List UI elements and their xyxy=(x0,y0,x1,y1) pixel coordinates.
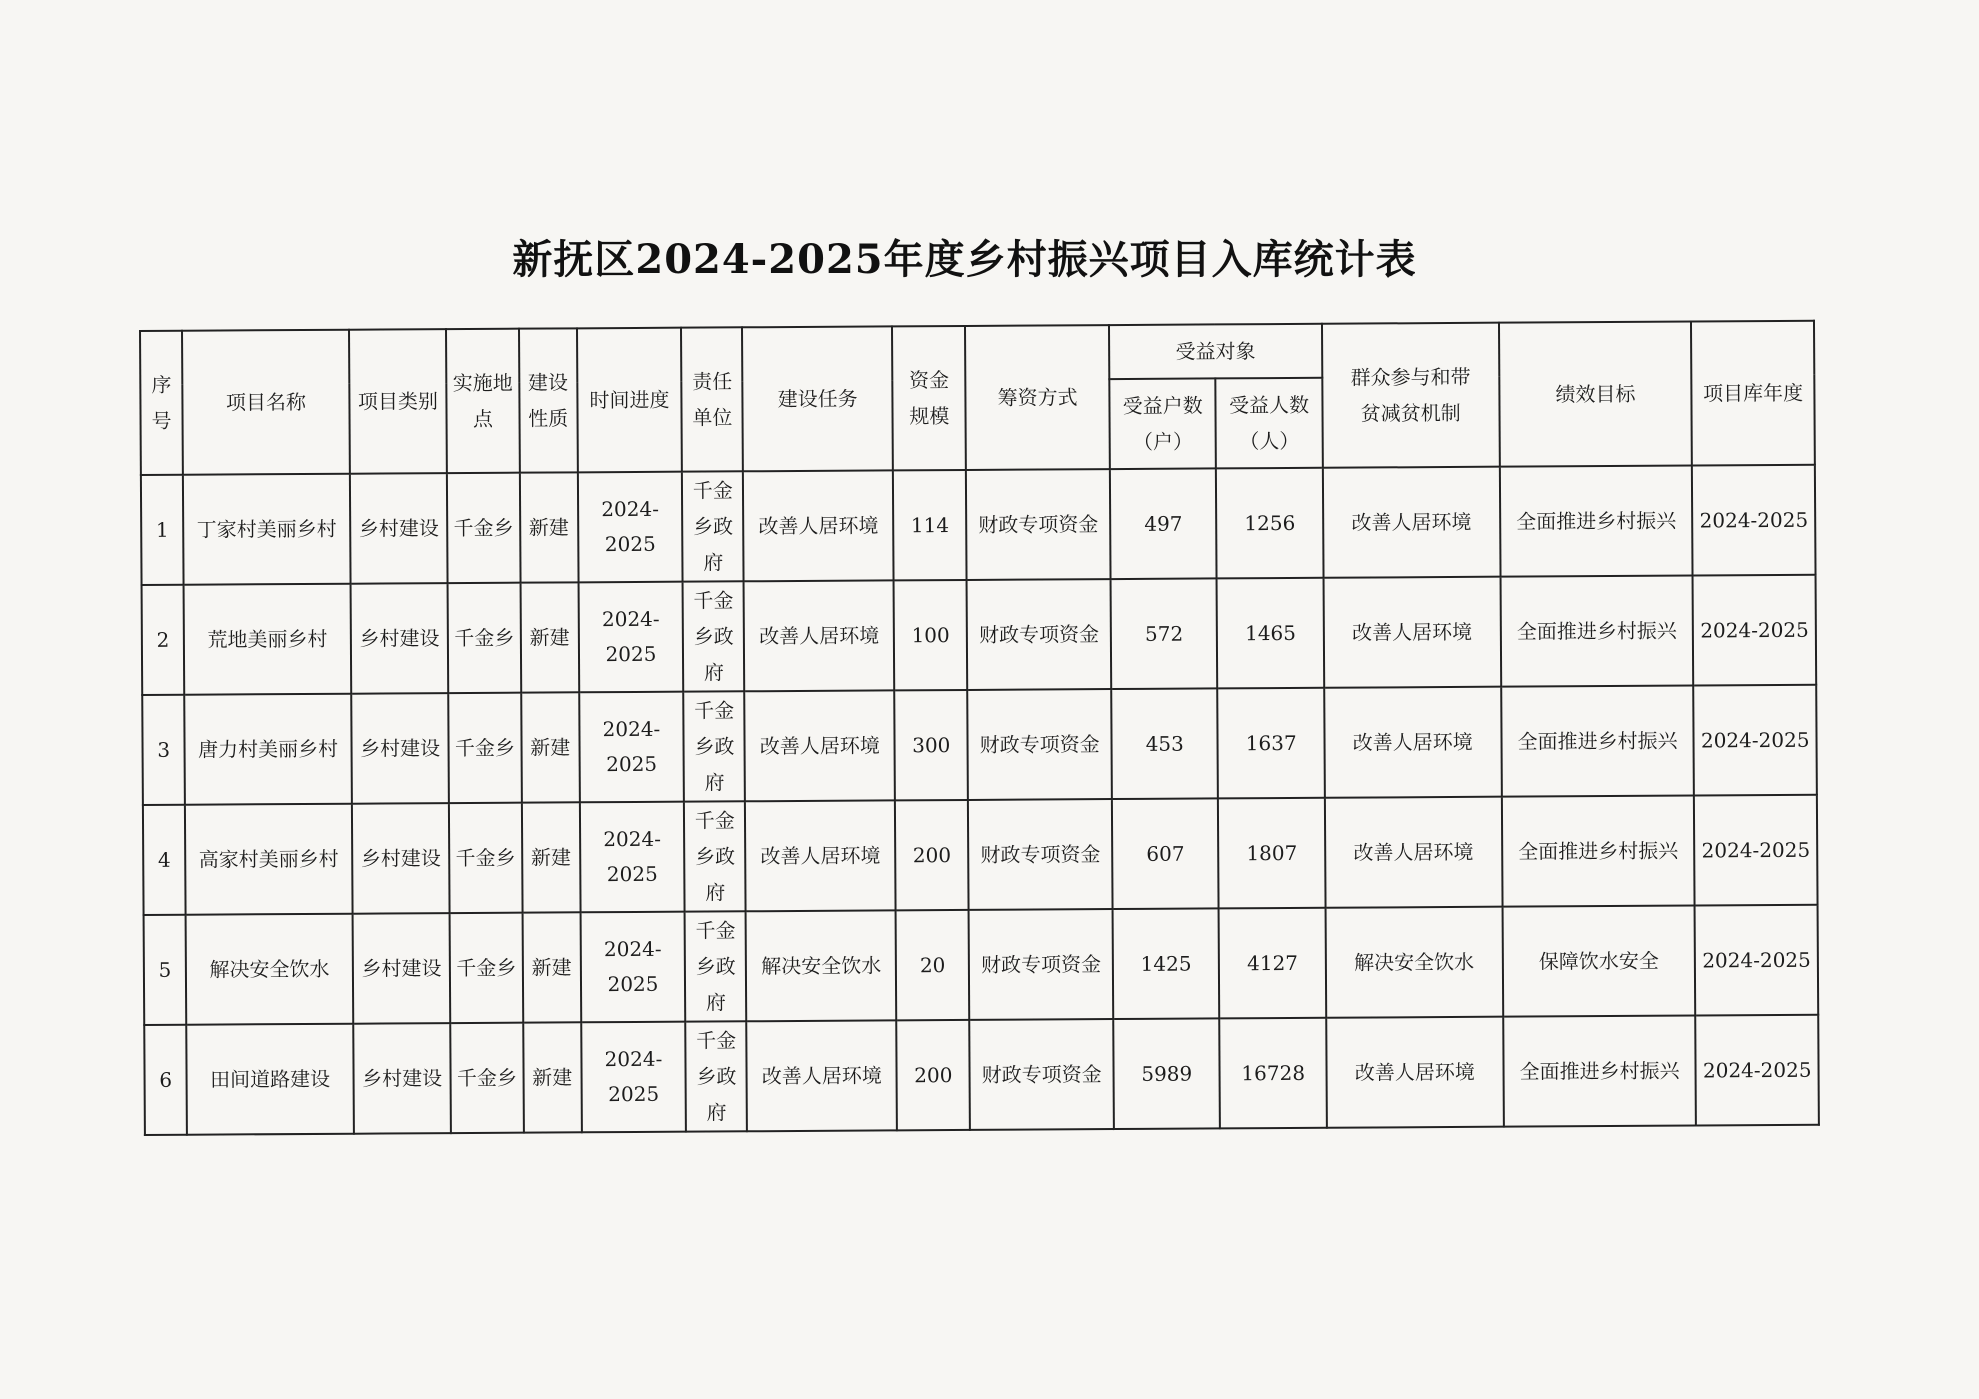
header-nature: 建设性质 xyxy=(519,328,578,472)
cell-seq: 1 xyxy=(141,475,184,585)
cell-goal: 全面推进乡村振兴 xyxy=(1501,686,1694,797)
cell-schedule: 2024-2025 xyxy=(578,472,683,583)
header-seq: 序号 xyxy=(140,331,183,475)
cell-task: 改善人居环境 xyxy=(744,580,894,691)
table-row xyxy=(144,1015,1819,1135)
cell-category: 乡村建设 xyxy=(352,803,450,914)
cell-goal: 保障饮水安全 xyxy=(1502,906,1695,1017)
cell-people: 1256 xyxy=(1216,468,1323,579)
header-year: 项目库年度 xyxy=(1691,321,1814,466)
table-row xyxy=(142,685,1817,805)
cell-task: 改善人居环境 xyxy=(747,1020,897,1131)
cell-nature: 新建 xyxy=(523,1022,582,1132)
cell-households: 572 xyxy=(1111,578,1218,689)
cell-schedule: 2024-2025 xyxy=(580,912,685,1023)
cell-nature: 新建 xyxy=(519,472,578,582)
header-funding: 筹资方式 xyxy=(965,325,1109,470)
cell-scale: 100 xyxy=(894,580,968,690)
cell-task: 改善人居环境 xyxy=(745,690,895,801)
page-title: 新抚区2024-2025年度乡村振兴项目入库统计表 xyxy=(512,236,1417,283)
cell-people: 1807 xyxy=(1218,798,1325,909)
cell-location: 千金乡 xyxy=(448,583,521,693)
cell-households: 453 xyxy=(1111,688,1218,799)
project-statistics-table xyxy=(139,320,1820,1136)
cell-year: 2024-2025 xyxy=(1692,465,1815,576)
cell-task: 解决安全饮水 xyxy=(746,910,896,1021)
header-beneficiary: 受益对象 xyxy=(1109,324,1322,379)
cell-mechanism: 改善人居环境 xyxy=(1323,577,1500,688)
cell-funding: 财政专项资金 xyxy=(968,799,1112,910)
cell-name: 唐力村美丽乡村 xyxy=(184,694,351,805)
cell-funding: 财政专项资金 xyxy=(966,469,1110,580)
cell-funding: 财政专项资金 xyxy=(969,909,1113,1020)
cell-category: 乡村建设 xyxy=(353,1023,451,1134)
cell-location: 千金乡 xyxy=(451,1023,524,1133)
cell-seq: 5 xyxy=(144,915,187,1025)
cell-name: 丁家村美丽乡村 xyxy=(183,474,350,585)
cell-people: 16728 xyxy=(1220,1018,1327,1129)
cell-goal: 全面推进乡村振兴 xyxy=(1500,576,1693,687)
cell-people: 1465 xyxy=(1217,578,1324,689)
header-goal: 绩效目标 xyxy=(1499,322,1693,467)
cell-seq: 2 xyxy=(142,585,185,695)
cell-mechanism: 改善人居环境 xyxy=(1326,1017,1503,1128)
cell-nature: 新建 xyxy=(522,912,581,1022)
cell-households: 607 xyxy=(1112,798,1219,909)
cell-name: 田间道路建设 xyxy=(186,1024,353,1135)
header-task: 建设任务 xyxy=(742,326,893,471)
header-mechanism: 群众参与和带贫减贫机制 xyxy=(1322,323,1500,468)
table-row xyxy=(143,795,1818,915)
cell-mechanism: 改善人居环境 xyxy=(1324,687,1501,798)
cell-goal: 全面推进乡村振兴 xyxy=(1501,796,1694,907)
cell-unit: 千金乡政府 xyxy=(684,801,746,911)
table-row xyxy=(141,465,1816,585)
cell-goal: 全面推进乡村振兴 xyxy=(1503,1016,1696,1127)
cell-people: 4127 xyxy=(1219,908,1326,1019)
table-row xyxy=(142,575,1817,695)
cell-funding: 财政专项资金 xyxy=(970,1019,1114,1130)
cell-category: 乡村建设 xyxy=(350,583,448,694)
header-category: 项目类别 xyxy=(349,329,447,474)
cell-schedule: 2024-2025 xyxy=(579,692,684,803)
cell-task: 改善人居环境 xyxy=(745,800,895,911)
cell-funding: 财政专项资金 xyxy=(968,689,1112,800)
cell-people: 1637 xyxy=(1218,688,1325,799)
header-schedule: 时间进度 xyxy=(577,328,682,473)
header-scale: 资金规模 xyxy=(892,326,966,470)
cell-households: 5989 xyxy=(1113,1018,1220,1129)
cell-seq: 4 xyxy=(143,805,186,915)
cell-households: 497 xyxy=(1110,468,1217,579)
cell-location: 千金乡 xyxy=(449,803,522,913)
cell-seq: 3 xyxy=(142,695,185,805)
cell-category: 乡村建设 xyxy=(351,693,449,804)
cell-scale: 20 xyxy=(896,910,970,1020)
table-row xyxy=(144,905,1819,1025)
cell-nature: 新建 xyxy=(520,582,579,692)
cell-name: 解决安全饮水 xyxy=(186,914,353,1025)
cell-mechanism: 改善人居环境 xyxy=(1325,797,1502,908)
cell-unit: 千金乡政府 xyxy=(685,911,747,1021)
cell-mechanism: 解决安全饮水 xyxy=(1325,907,1502,1018)
cell-scale: 200 xyxy=(896,1020,970,1130)
header-people: 受益人数（人） xyxy=(1216,378,1323,469)
cell-year: 2024-2025 xyxy=(1694,685,1817,796)
cell-name: 高家村美丽乡村 xyxy=(185,804,352,915)
cell-year: 2024-2025 xyxy=(1696,1015,1819,1126)
cell-funding: 财政专项资金 xyxy=(967,579,1111,690)
cell-schedule: 2024-2025 xyxy=(580,802,685,913)
cell-task: 改善人居环境 xyxy=(743,470,893,581)
cell-category: 乡村建设 xyxy=(350,473,448,584)
cell-scale: 300 xyxy=(894,690,968,800)
cell-unit: 千金乡政府 xyxy=(685,1021,747,1131)
cell-unit: 千金乡政府 xyxy=(683,581,745,691)
cell-nature: 新建 xyxy=(521,802,580,912)
cell-unit: 千金乡政府 xyxy=(683,691,745,801)
cell-goal: 全面推进乡村振兴 xyxy=(1499,466,1692,577)
header-unit: 责任单位 xyxy=(681,327,743,471)
cell-year: 2024-2025 xyxy=(1694,795,1817,906)
cell-households: 1425 xyxy=(1113,908,1220,1019)
cell-year: 2024-2025 xyxy=(1695,905,1818,1016)
cell-category: 乡村建设 xyxy=(352,913,450,1024)
cell-location: 千金乡 xyxy=(448,693,521,803)
cell-nature: 新建 xyxy=(521,692,580,802)
table-header xyxy=(140,321,1815,475)
cell-scale: 200 xyxy=(895,800,969,910)
cell-unit: 千金乡政府 xyxy=(682,471,744,581)
cell-seq: 6 xyxy=(144,1025,187,1135)
cell-schedule: 2024-2025 xyxy=(581,1022,686,1133)
cell-scale: 114 xyxy=(893,470,967,580)
cell-schedule: 2024-2025 xyxy=(578,582,683,693)
header-households: 受益户数（户） xyxy=(1109,378,1216,469)
cell-mechanism: 改善人居环境 xyxy=(1323,467,1500,578)
header-name: 项目名称 xyxy=(182,330,350,475)
cell-location: 千金乡 xyxy=(447,473,520,583)
cell-location: 千金乡 xyxy=(450,913,523,1023)
header-location: 实施地点 xyxy=(446,329,519,473)
cell-name: 荒地美丽乡村 xyxy=(184,584,351,695)
table-body xyxy=(141,465,1819,1135)
cell-year: 2024-2025 xyxy=(1693,575,1816,686)
